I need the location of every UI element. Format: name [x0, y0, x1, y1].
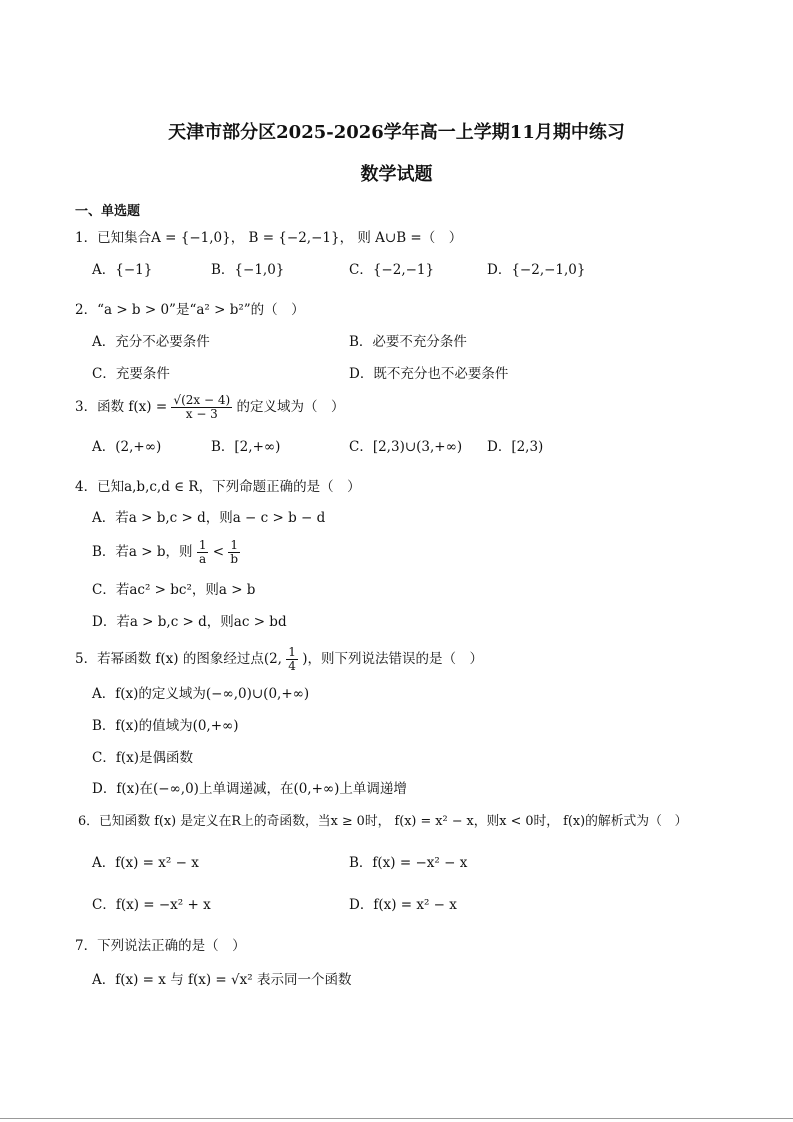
q2-option-c: C．充要条件 — [92, 366, 170, 382]
q4-frac-left-num: 1 — [198, 538, 207, 552]
q5-text-pre: 5．若幂函数 f(x) 的图象经过点(2, — [75, 651, 282, 668]
q4-frac-right — [228, 539, 240, 566]
q5-option-b: B．f(x)的值域为(0,+∞) — [92, 718, 239, 734]
question-5 — [75, 646, 483, 673]
q4-option-b — [92, 539, 240, 566]
q2-option-a: A．充分不必要条件 — [92, 334, 210, 350]
q5-fraction — [286, 646, 298, 673]
q3-fraction-num: √(2x − 4) — [173, 393, 231, 407]
q4-option-c: C．若ac² > bc²，则a > b — [92, 582, 256, 598]
q3-fraction — [171, 394, 232, 421]
question-7: 7．下列说法正确的是（ ） — [75, 938, 246, 954]
q6-option-b: B．f(x) = −x² − x — [349, 855, 468, 871]
q2-option-d: D．既不充分也不必要条件 — [349, 366, 509, 382]
question-2: 2．“a > b > 0”是“a² > b²”的（ ） — [75, 302, 305, 318]
q4-option-d: D．若a > b,c > d，则ac > bd — [92, 614, 287, 630]
q4-option-a: A．若a > b,c > d，则a − c > b − d — [92, 510, 326, 526]
q1-option-a: A．{−1} — [92, 262, 153, 278]
page-title: 天津市部分区2025-2026学年高一上学期11月期中练习 — [168, 122, 625, 143]
question-1: 1．已知集合A = {−1,0}， B = {−2,−1}， 则 A∪B =（ ） — [75, 230, 463, 246]
q4-frac-right-den: b — [230, 552, 239, 567]
q3-option-a: A．(2,+∞) — [92, 439, 162, 455]
q3-option-d: D．[2,3) — [487, 439, 544, 455]
q6-option-a: A．f(x) = x² − x — [92, 855, 199, 871]
q1-option-c: C．{−2,−1} — [349, 262, 435, 278]
q5-option-d: D．f(x)在(−∞,0)上单调递减，在(0,+∞)上单调递增 — [92, 781, 407, 797]
q5-option-a: A．f(x)的定义域为(−∞,0)∪(0,+∞) — [92, 686, 310, 702]
page-subtitle: 数学试题 — [360, 164, 433, 185]
q3-text-post: 的定义域为（ ） — [236, 399, 345, 416]
q3-text-pre: 3．函数 f(x) = — [75, 399, 172, 416]
q5-text-post: )，则下列说法错误的是（ ） — [302, 651, 483, 668]
q3-option-b: B．[2,+∞) — [211, 439, 281, 455]
question-4: 4．已知a,b,c,d ∈ R，下列命题正确的是（ ） — [75, 479, 361, 495]
q5-fraction-num: 1 — [288, 645, 296, 659]
q4-frac-right-num: 1 — [228, 539, 240, 553]
q1-option-d: D．{−2,−1,0} — [487, 262, 586, 278]
q4-frac-op: < — [212, 544, 225, 561]
q6-option-c: C．f(x) = −x² + x — [92, 897, 211, 913]
q5-option-c: C．f(x)是偶函数 — [92, 750, 193, 766]
q6-option-d: D．f(x) = x² − x — [349, 897, 457, 913]
question-3 — [75, 394, 344, 421]
q3-option-c: C．[2,3)∪(3,+∞) — [349, 439, 463, 455]
q7-option-a: A．f(x) = x 与 f(x) = √x² 表示同一个函数 — [92, 972, 352, 988]
q4-frac-left — [197, 539, 209, 566]
q4-frac-left-den: a — [199, 552, 207, 567]
q1-option-b: B．{−1,0} — [211, 262, 285, 278]
q5-fraction-den: 4 — [288, 659, 296, 674]
page-bottom-border — [0, 1118, 793, 1119]
section-heading: 一、单选题 — [75, 204, 141, 219]
q4-option-b-text: B．若a > b，则 — [92, 544, 193, 561]
q2-option-b: B．必要不充分条件 — [349, 334, 467, 350]
question-6: 6．已知函数 f(x) 是定义在R上的奇函数，当x ≥ 0时， f(x) = x² − x，则x < 0时， f(x)的解析式为（ ） — [78, 814, 688, 829]
q3-fraction-den: x − 3 — [185, 407, 218, 422]
